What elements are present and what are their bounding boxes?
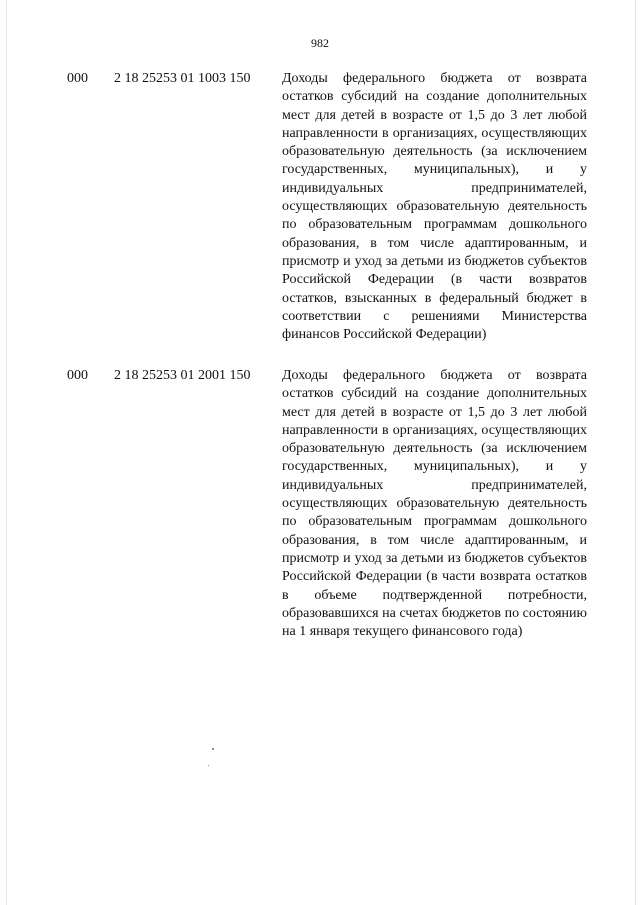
scan-left-edge — [6, 0, 7, 905]
income-description: Доходы федерального бюджета от возврата остатков субсидий на создание дополнительных мест для детей в возрасте от 1,5 до 3 лет любой направленности в организациях, осуществляющих образовательную деятельность (за исключением государственных, муниципальных), и у индивидуальных предпринимателей, осуществляющих образовательную деятельность по образовательным программам дошкольного образования, в том числе адаптированным, и присмотр и уход за детьми из бюджетов субъектов Российской Федерации (в части возвратов остатков, взысканных в федеральный бюджет в соответствии с решениями Министерства финансов Российской Федерации) — [282, 71, 587, 343]
admin-code: 000 — [67, 71, 88, 86]
scan-right-edge — [635, 0, 636, 905]
income-description: Доходы федерального бюджета от возврата остатков субсидий на создание дополнительных мест для детей в возрасте от 1,5 до 3 лет любой направленности в организациях, осуществляющих образовательную деятельность (за исключением государственных, муниципальных), и у индивидуальных предпринимателей, осуществляющих образовательную деятельность по образовательным программам дошкольного образования, в том числе адаптированным, и присмотр и уход за детьми из бюджетов субъектов Российской Федерации (в части возврата остатков в объеме подтвержденной потребности, образовавшихся на счетах бюджетов по состоянию на 1 января текущего финансового года) — [282, 368, 587, 640]
scan-speck — [212, 748, 214, 750]
kbk-code: 2 18 25253 01 2001 150 — [114, 368, 251, 383]
scan-speck — [208, 765, 209, 766]
kbk-code: 2 18 25253 01 1003 150 — [114, 71, 251, 86]
page-number: 982 — [311, 36, 329, 50]
admin-code: 000 — [67, 368, 88, 383]
